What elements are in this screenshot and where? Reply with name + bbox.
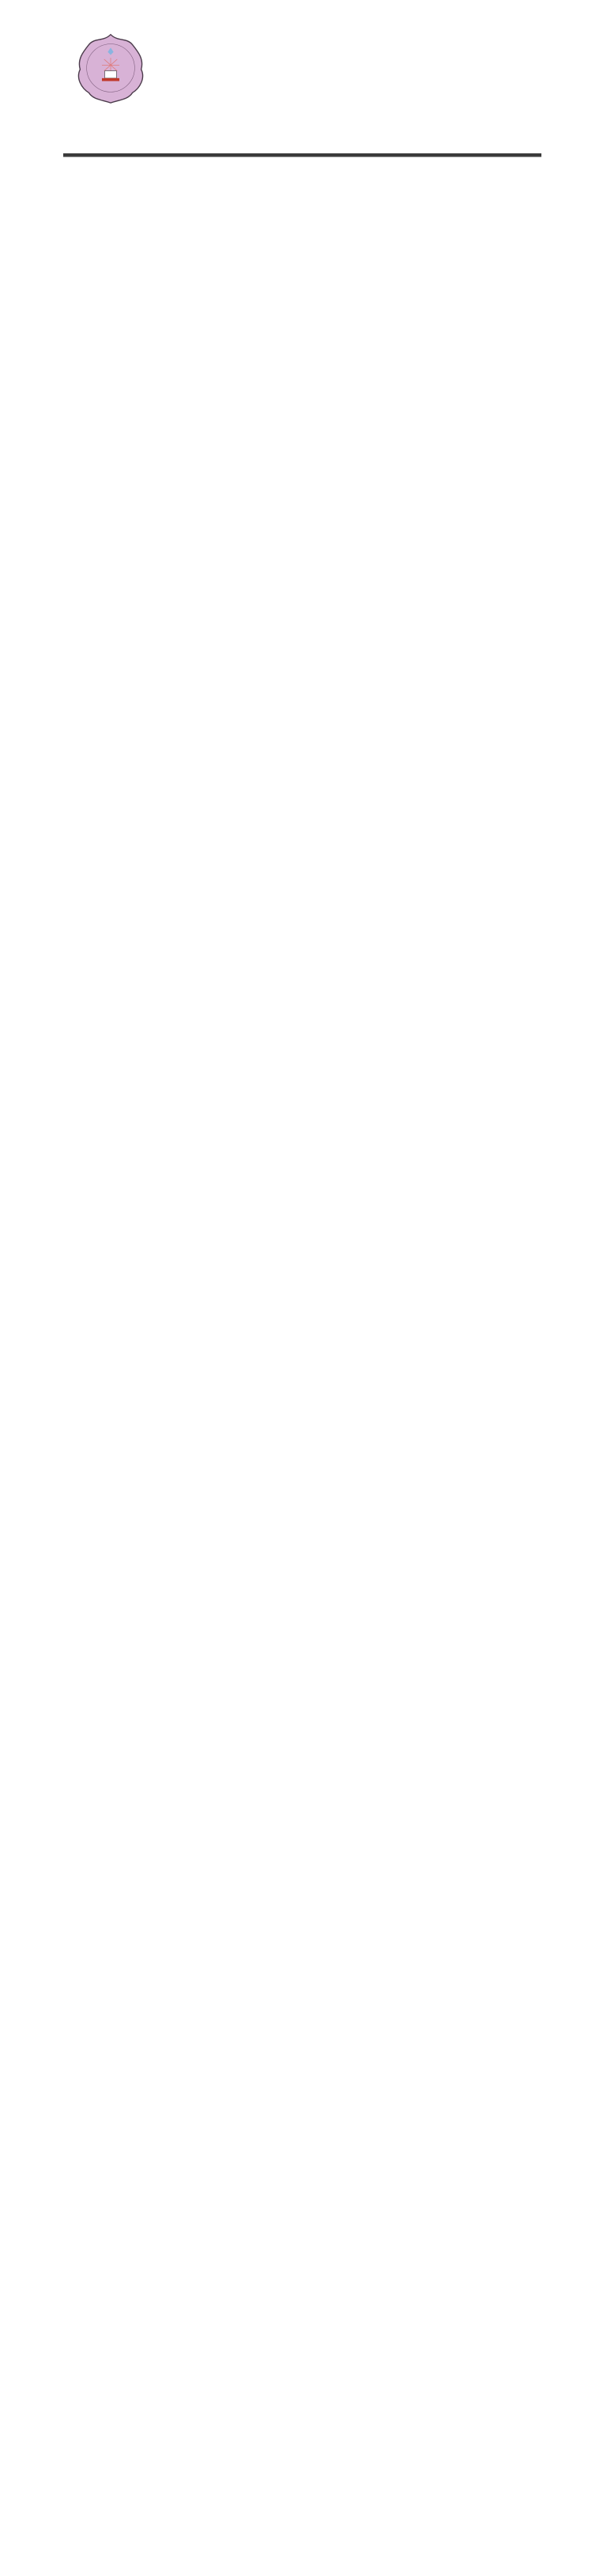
page-surat-edaran bbox=[0, 0, 607, 860]
institution-logo-icon bbox=[74, 32, 147, 104]
document-number bbox=[0, 198, 607, 214]
letterhead-divider bbox=[63, 153, 541, 157]
